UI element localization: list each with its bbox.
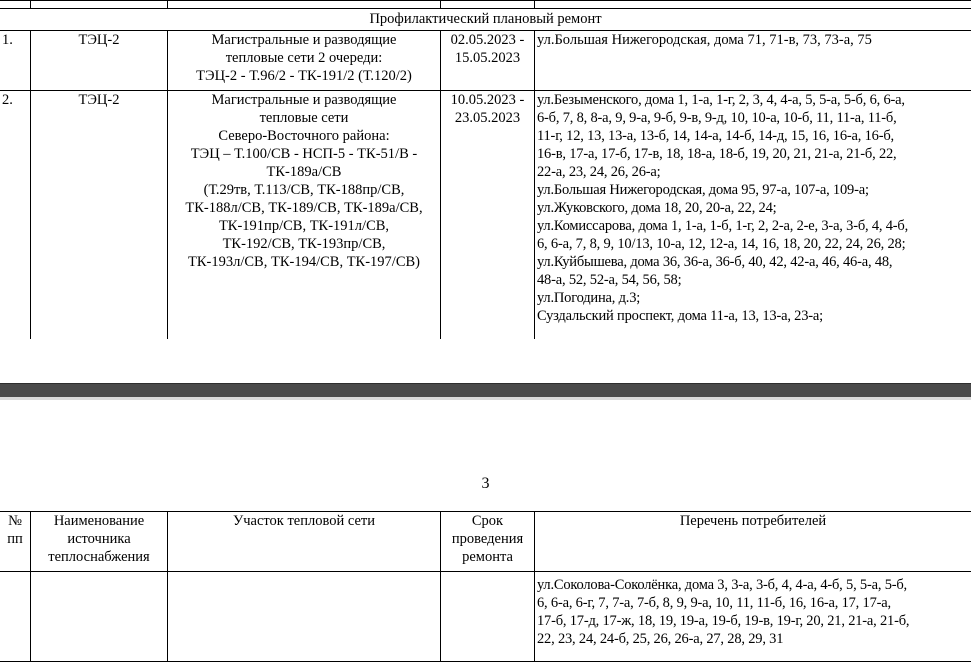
page-separator [0,383,971,398]
page-separator-shadow [0,397,971,400]
header-period: Срок проведения ремонта [441,512,535,572]
header-row [0,512,971,572]
network-section: Магистральные и разводящие тепловые сети Северо-Восточного района: ТЭЦ – Т.100/СВ - НСП-5 - ТК-51/В - ТК-189а/СВ (Т.29тв, Т.113/СВ, ТК-188пр/СВ, ТК-188л/СВ, ТК-189/СВ, ТК-189а/СВ, ТК-191пр/СВ, ТК-191л/СВ, ТК-192/СВ, ТК-193пр/СВ, ТК-193л/СВ, ТК-194/СВ, ТК-197/СВ) [168,91,441,340]
repair-period: 10.05.2023 - 23.05.2023 [441,91,535,340]
row-number: 1. [0,31,31,91]
heat-source: ТЭЦ-2 [31,31,168,91]
row-number: 2. [0,91,31,340]
repair-period: 02.05.2023 - 15.05.2023 [441,31,535,91]
schedule-table-page-3 [0,511,971,662]
heat-source: ТЭЦ-2 [31,91,168,340]
page-gap [0,339,971,383]
table-row [0,91,971,340]
table-row [0,31,971,91]
section-title-row [0,9,971,31]
page-number: 3 [0,475,971,493]
consumer-list: ул.Большая Нижегородская, дома 71, 71-в, 73, 73-а, 75 [535,31,971,91]
consumer-list: ул.Безыменского, дома 1, 1-а, 1-г, 2, 3, 4, 4-а, 5, 5-а, 5-б, 6, 6-а, 6-б, 7, 8, 8-а, 9, 9-а, 9-б, 9-в, 9-д, 10, 10-а, 10-б, 11, 11-а, 11-б, 11-г, 12, 13, 13-а, 13-б, 14, 14-а, 14-б, 14-д, 15, 16, 16-а, 16-б, 16-в, 17-а, 17-б, 17-в, 18, 18-а, 18-б, 19, 20, 21, 21-а, 21-б, 22, 22-а, 23, 24, 26, 26-а; ул.Большая Нижегородская, дома 95, 97-а, 107-а, 109-а; ул.Жуковского, дома 18, 20, 20-а, 22, 24; ул.Комиссарова, дома 1, 1-а, 1-б, 1-г, 2, 2-а, 2-е, 3-а, 3-б, 4, 4-б, 6, 6-а, 7, 8, 9, 10/13, 10-а, 12, 12-а, 14, 16, 18, 20, 22, 24, 26, 28; ул.Куйбышева, дома 36, 36-а, 36-б, 40, 42, 42-а, 46, 46-а, 48, 48-а, 52, 52-а, 54, 56, 58; ул.Погодина, д.3; Суздальский проспект, дома 11-а, 13, 13-а, 23-а; [535,91,971,340]
consumer-list: ул.Соколова-Соколёнка, дома 3, 3-а, 3-б, 4, 4-а, 4-б, 5, 5-а, 5-б, 6, 6-а, 6-г, 7, 7-а, 7-б, 8, 9, 9-а, 10, 11, 11-б, 16, 16-а, 17, 17-а, 17-б, 17-д, 17-ж, 18, 19, 19-а, 19-б, 19-в, 19-г, 20, 21, 21-а, 21-б, 22, 23, 24, 24-б, 25, 26, 26-а, 27, 28, 29, 31 [535,572,971,662]
table-row [0,1,971,9]
section-title: Профилактический плановый ремонт [0,9,971,31]
network-section: Магистральные и разводящие тепловые сети 2 очереди: ТЭЦ-2 - Т.96/2 - ТК-191/2 (Т.120/2) [168,31,441,91]
header-source: Наименование источника теплоснабжения [31,512,168,572]
header-number: № пп [0,512,31,572]
header-consumers: Перечень потребителей [535,512,971,572]
table-row [0,572,971,662]
header-section: Участок тепловой сети [168,512,441,572]
